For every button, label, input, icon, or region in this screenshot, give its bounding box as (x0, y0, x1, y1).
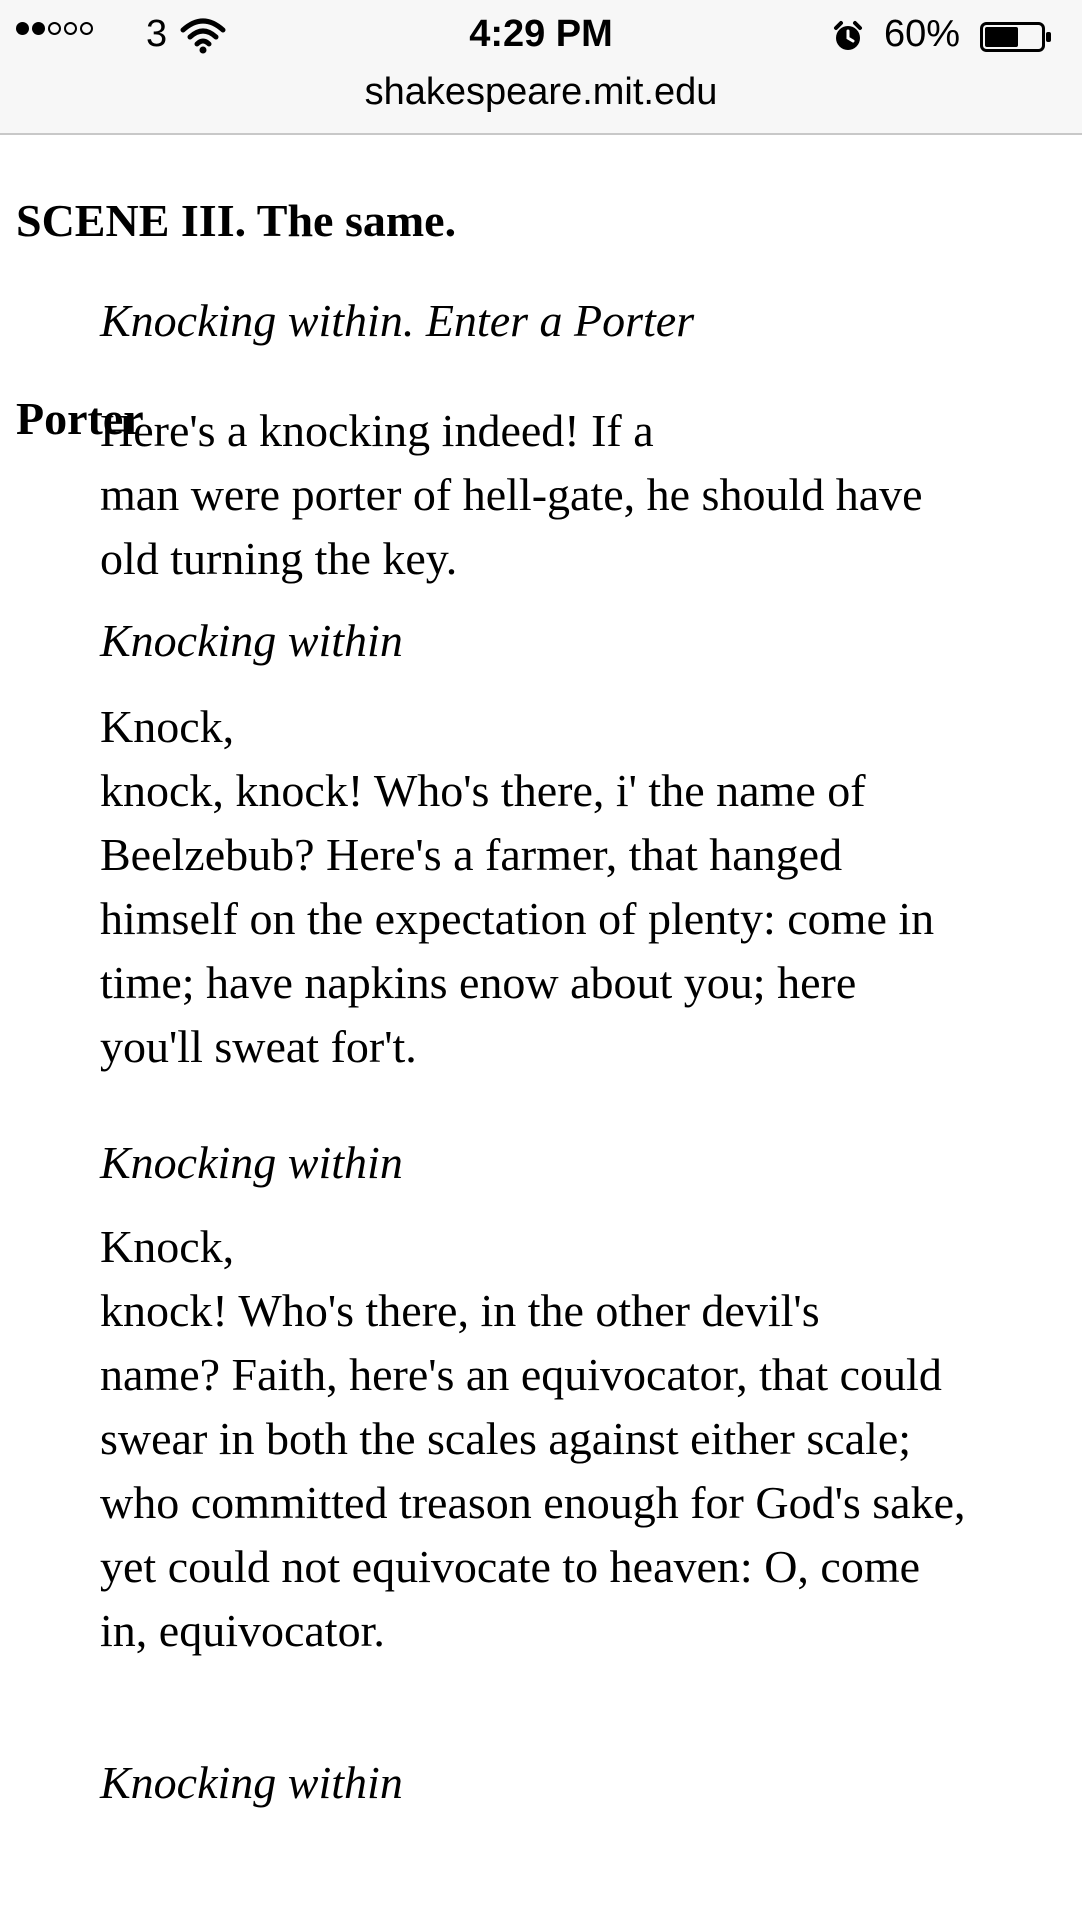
page-content (0, 133, 1082, 1920)
speech-line: man were porter of hell-gate, he should have (100, 469, 923, 520)
speaker-name: Porter (16, 393, 144, 444)
speech-line: name? Faith, here's an equivocator, that could (100, 1349, 942, 1400)
speech-line: himself on the expectation of plenty: come in (100, 893, 935, 944)
stage-direction: Knocking within. Enter a Porter (100, 295, 695, 346)
carrier-name: 3 (146, 13, 168, 55)
speech-block (100, 695, 1080, 1079)
speech-block (100, 399, 1080, 591)
speech-line: Beelzebub? Here's a farmer, that hanged (100, 829, 843, 880)
status-bar (0, 8, 1082, 62)
battery-percentage: 60% (884, 13, 961, 55)
speech-line: Knock, (100, 1221, 235, 1272)
status-time: 4:29 PM (469, 13, 613, 55)
speech-line: time; have napkins enow about you; here (100, 957, 857, 1008)
speech-line: knock, knock! Who's there, i' the name of (100, 765, 866, 816)
speech-line: who committed treason enough for God's sake, (100, 1477, 966, 1528)
speech-line: old turning the key. (100, 533, 458, 584)
battery-icon (980, 22, 1052, 52)
speech-line: Here's a knocking indeed! If a (100, 405, 654, 456)
speech-line: knock! Who's there, in the other devil's (100, 1285, 820, 1336)
alarm-icon (832, 20, 864, 52)
browser-top-bar (0, 0, 1082, 135)
stage-direction: Knocking within (100, 1137, 403, 1188)
speech-line: in, equivocator. (100, 1605, 385, 1656)
speech-line: swear in both the scales against either scale; (100, 1413, 912, 1464)
speech-line: you'll sweat for't. (100, 1021, 417, 1072)
speech-block (100, 1215, 1080, 1663)
stage-direction: Knocking within (100, 1757, 403, 1808)
scene-title: SCENE III. The same. (16, 195, 457, 246)
speech-line: Knock, (100, 701, 235, 752)
address-bar-url[interactable]: shakespeare.mit.edu (364, 71, 718, 113)
speech-line: yet could not equivocate to heaven: O, come (100, 1541, 921, 1592)
stage-direction: Knocking within (100, 615, 403, 666)
